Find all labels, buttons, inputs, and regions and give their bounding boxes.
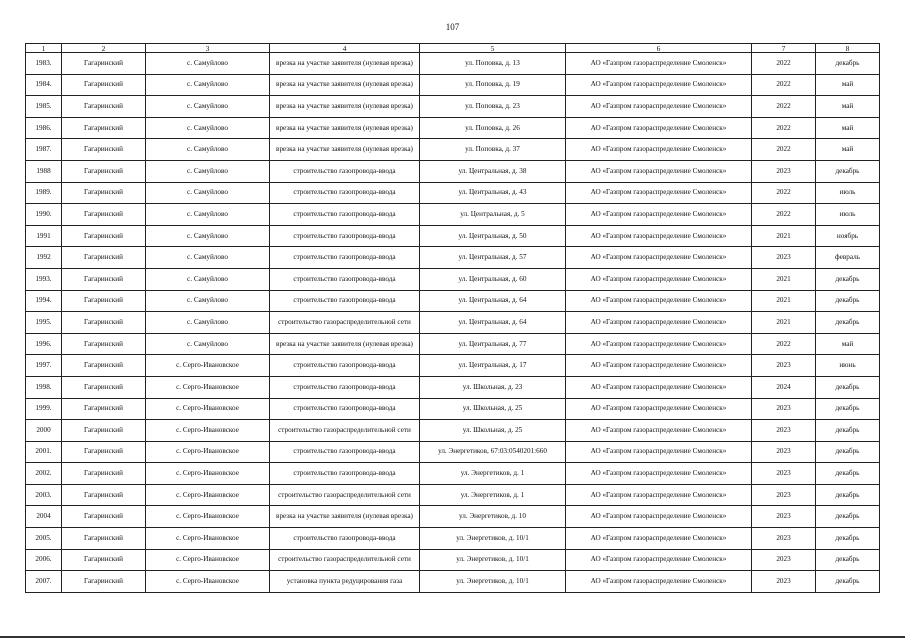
table-row	[26, 441, 880, 463]
address-cell: ул. Центральная, д. 60	[420, 268, 566, 290]
organization-cell: АО «Газпром газораспределение Смоленск»	[566, 355, 752, 377]
work-type-cell: врезка на участке заявителя (нулевая врезка)	[270, 117, 420, 139]
month-cell: февраль	[816, 247, 880, 269]
year-cell: 2021	[752, 290, 816, 312]
table-row	[26, 182, 880, 204]
address-cell: ул. Энергетиков, д. 1	[420, 463, 566, 485]
row-number: 1989.	[26, 182, 62, 204]
organization-cell: АО «Газпром газораспределение Смоленск»	[566, 376, 752, 398]
settlement-cell: с. Серго-Ивановское	[146, 441, 270, 463]
settlement-cell: с. Самуйлово	[146, 139, 270, 161]
work-type-cell: строительство газопровода-ввода	[270, 355, 420, 377]
table-row	[26, 376, 880, 398]
work-type-cell: врезка на участке заявителя (нулевая врезка)	[270, 506, 420, 528]
district-cell: Гагаринский	[62, 528, 146, 550]
address-cell: ул. Энергетиков, 67:03:0540201:660	[420, 441, 566, 463]
district-cell: Гагаринский	[62, 441, 146, 463]
district-cell: Гагаринский	[62, 247, 146, 269]
row-number: 2006.	[26, 549, 62, 571]
work-type-cell: врезка на участке заявителя (нулевая врезка)	[270, 333, 420, 355]
district-cell: Гагаринский	[62, 398, 146, 420]
district-cell: Гагаринский	[62, 355, 146, 377]
table-row	[26, 549, 880, 571]
year-cell: 2021	[752, 225, 816, 247]
year-cell: 2023	[752, 484, 816, 506]
district-cell: Гагаринский	[62, 225, 146, 247]
table-row	[26, 571, 880, 593]
row-number: 1990.	[26, 204, 62, 226]
address-cell: ул. Поповка, д. 23	[420, 96, 566, 118]
settlement-cell: с. Самуйлово	[146, 333, 270, 355]
column-number-row	[26, 44, 880, 53]
district-cell: Гагаринский	[62, 96, 146, 118]
table-row	[26, 420, 880, 442]
work-type-cell: строительство газопровода-ввода	[270, 268, 420, 290]
month-cell: декабрь	[816, 160, 880, 182]
district-cell: Гагаринский	[62, 484, 146, 506]
year-cell: 2022	[752, 53, 816, 75]
settlement-cell: с. Самуйлово	[146, 247, 270, 269]
work-type-cell: врезка на участке заявителя (нулевая врезка)	[270, 139, 420, 161]
page-number: 107	[445, 22, 460, 32]
address-cell: ул. Центральная, д. 50	[420, 225, 566, 247]
row-number: 1985.	[26, 96, 62, 118]
month-cell: июль	[816, 204, 880, 226]
row-number: 1986.	[26, 117, 62, 139]
settlement-cell: с. Серго-Ивановское	[146, 376, 270, 398]
district-cell: Гагаринский	[62, 139, 146, 161]
month-cell: июль	[816, 182, 880, 204]
table-row	[26, 247, 880, 269]
settlement-cell: с. Серго-Ивановское	[146, 420, 270, 442]
month-cell: декабрь	[816, 53, 880, 75]
address-cell: ул. Центральная, д. 5	[420, 204, 566, 226]
month-cell: декабрь	[816, 398, 880, 420]
table-row	[26, 333, 880, 355]
work-type-cell: строительство газопровода-ввода	[270, 528, 420, 550]
year-cell: 2023	[752, 528, 816, 550]
gasification-table	[25, 43, 880, 593]
address-cell: ул. Центральная, д. 64	[420, 312, 566, 334]
row-number: 1983.	[26, 53, 62, 75]
year-cell: 2023	[752, 571, 816, 593]
month-cell: декабрь	[816, 506, 880, 528]
organization-cell: АО «Газпром газораспределение Смоленск»	[566, 290, 752, 312]
column-number-1: 1	[26, 44, 62, 53]
address-cell: ул. Школьная, д. 25	[420, 398, 566, 420]
month-cell: декабрь	[816, 268, 880, 290]
bottom-divider	[0, 636, 905, 638]
district-cell: Гагаринский	[62, 376, 146, 398]
month-cell: декабрь	[816, 441, 880, 463]
year-cell: 2021	[752, 268, 816, 290]
district-cell: Гагаринский	[62, 506, 146, 528]
address-cell: ул. Центральная, д. 43	[420, 182, 566, 204]
work-type-cell: строительство газопровода-ввода	[270, 398, 420, 420]
year-cell: 2024	[752, 376, 816, 398]
address-cell: ул. Энергетиков, д. 10/1	[420, 528, 566, 550]
settlement-cell: с. Серго-Ивановское	[146, 528, 270, 550]
column-number-8: 8	[816, 44, 880, 53]
work-type-cell: строительство газораспределительной сети	[270, 312, 420, 334]
row-number: 2005.	[26, 528, 62, 550]
year-cell: 2022	[752, 182, 816, 204]
table-row	[26, 398, 880, 420]
table-row	[26, 463, 880, 485]
year-cell: 2022	[752, 74, 816, 96]
work-type-cell: строительство газораспределительной сети	[270, 420, 420, 442]
work-type-cell: строительство газопровода-ввода	[270, 225, 420, 247]
organization-cell: АО «Газпром газораспределение Смоленск»	[566, 139, 752, 161]
district-cell: Гагаринский	[62, 53, 146, 75]
settlement-cell: с. Серго-Ивановское	[146, 549, 270, 571]
district-cell: Гагаринский	[62, 117, 146, 139]
settlement-cell: с. Самуйлово	[146, 160, 270, 182]
row-number: 1991	[26, 225, 62, 247]
settlement-cell: с. Серго-Ивановское	[146, 463, 270, 485]
organization-cell: АО «Газпром газораспределение Смоленск»	[566, 312, 752, 334]
row-number: 1988	[26, 160, 62, 182]
row-number: 2001.	[26, 441, 62, 463]
district-cell: Гагаринский	[62, 182, 146, 204]
organization-cell: АО «Газпром газораспределение Смоленск»	[566, 398, 752, 420]
district-cell: Гагаринский	[62, 160, 146, 182]
table-row	[26, 484, 880, 506]
row-number: 2004	[26, 506, 62, 528]
address-cell: ул. Поповка, д. 19	[420, 74, 566, 96]
settlement-cell: с. Самуйлово	[146, 268, 270, 290]
organization-cell: АО «Газпром газораспределение Смоленск»	[566, 571, 752, 593]
year-cell: 2023	[752, 355, 816, 377]
address-cell: ул. Поповка, д. 37	[420, 139, 566, 161]
work-type-cell: строительство газопровода-ввода	[270, 441, 420, 463]
district-cell: Гагаринский	[62, 463, 146, 485]
row-number: 1994.	[26, 290, 62, 312]
row-number: 1996.	[26, 333, 62, 355]
month-cell: декабрь	[816, 463, 880, 485]
address-cell: ул. Энергетиков, д. 1	[420, 484, 566, 506]
table-row	[26, 225, 880, 247]
address-cell: ул. Центральная, д. 38	[420, 160, 566, 182]
organization-cell: АО «Газпром газораспределение Смоленск»	[566, 549, 752, 571]
organization-cell: АО «Газпром газораспределение Смоленск»	[566, 528, 752, 550]
year-cell: 2023	[752, 506, 816, 528]
settlement-cell: с. Самуйлово	[146, 312, 270, 334]
work-type-cell: строительство газопровода-ввода	[270, 247, 420, 269]
column-number-6: 6	[566, 44, 752, 53]
row-number: 1999.	[26, 398, 62, 420]
row-number: 1997.	[26, 355, 62, 377]
address-cell: ул. Школьная, д. 23	[420, 376, 566, 398]
organization-cell: АО «Газпром газораспределение Смоленск»	[566, 420, 752, 442]
year-cell: 2023	[752, 420, 816, 442]
work-type-cell: строительство газораспределительной сети	[270, 484, 420, 506]
settlement-cell: с. Самуйлово	[146, 290, 270, 312]
year-cell: 2023	[752, 398, 816, 420]
row-number: 1995.	[26, 312, 62, 334]
row-number: 2007.	[26, 571, 62, 593]
column-number-7: 7	[752, 44, 816, 53]
address-cell: ул. Поповка, д. 13	[420, 53, 566, 75]
row-number: 1984.	[26, 74, 62, 96]
month-cell: декабрь	[816, 312, 880, 334]
district-cell: Гагаринский	[62, 268, 146, 290]
year-cell: 2023	[752, 463, 816, 485]
column-number-2: 2	[62, 44, 146, 53]
month-cell: июнь	[816, 355, 880, 377]
work-type-cell: строительство газопровода-ввода	[270, 204, 420, 226]
district-cell: Гагаринский	[62, 571, 146, 593]
work-type-cell: строительство газопровода-ввода	[270, 182, 420, 204]
settlement-cell: с. Самуйлово	[146, 182, 270, 204]
settlement-cell: с. Самуйлово	[146, 204, 270, 226]
address-cell: ул. Центральная, д. 77	[420, 333, 566, 355]
organization-cell: АО «Газпром газораспределение Смоленск»	[566, 506, 752, 528]
year-cell: 2022	[752, 117, 816, 139]
table-body	[26, 53, 880, 593]
work-type-cell: строительство газопровода-ввода	[270, 376, 420, 398]
month-cell: май	[816, 96, 880, 118]
settlement-cell: с. Самуйлово	[146, 53, 270, 75]
table-row	[26, 117, 880, 139]
table-row	[26, 312, 880, 334]
table-row	[26, 528, 880, 550]
work-type-cell: строительство газопровода-ввода	[270, 290, 420, 312]
work-type-cell: врезка на участке заявителя (нулевая врезка)	[270, 53, 420, 75]
year-cell: 2022	[752, 333, 816, 355]
district-cell: Гагаринский	[62, 312, 146, 334]
district-cell: Гагаринский	[62, 74, 146, 96]
table-row	[26, 204, 880, 226]
district-cell: Гагаринский	[62, 420, 146, 442]
table-row	[26, 268, 880, 290]
address-cell: ул. Поповка, д. 26	[420, 117, 566, 139]
row-number: 1993.	[26, 268, 62, 290]
organization-cell: АО «Газпром газораспределение Смоленск»	[566, 247, 752, 269]
organization-cell: АО «Газпром газораспределение Смоленск»	[566, 225, 752, 247]
address-cell: ул. Энергетиков, д. 10/1	[420, 549, 566, 571]
table-row	[26, 355, 880, 377]
address-cell: ул. Центральная, д. 64	[420, 290, 566, 312]
organization-cell: АО «Газпром газораспределение Смоленск»	[566, 441, 752, 463]
column-number-5: 5	[420, 44, 566, 53]
organization-cell: АО «Газпром газораспределение Смоленск»	[566, 204, 752, 226]
address-cell: ул. Центральная, д. 57	[420, 247, 566, 269]
organization-cell: АО «Газпром газораспределение Смоленск»	[566, 160, 752, 182]
settlement-cell: с. Серго-Ивановское	[146, 571, 270, 593]
organization-cell: АО «Газпром газораспределение Смоленск»	[566, 182, 752, 204]
table-row	[26, 96, 880, 118]
work-type-cell: врезка на участке заявителя (нулевая врезка)	[270, 74, 420, 96]
year-cell: 2022	[752, 204, 816, 226]
month-cell: декабрь	[816, 571, 880, 593]
row-number: 1998.	[26, 376, 62, 398]
work-type-cell: строительство газораспределительной сети	[270, 549, 420, 571]
settlement-cell: с. Самуйлово	[146, 117, 270, 139]
settlement-cell: с. Серго-Ивановское	[146, 398, 270, 420]
organization-cell: АО «Газпром газораспределение Смоленск»	[566, 53, 752, 75]
year-cell: 2023	[752, 549, 816, 571]
settlement-cell: с. Самуйлово	[146, 74, 270, 96]
organization-cell: АО «Газпром газораспределение Смоленск»	[566, 484, 752, 506]
address-cell: ул. Энергетиков, д. 10	[420, 506, 566, 528]
organization-cell: АО «Газпром газораспределение Смоленск»	[566, 268, 752, 290]
month-cell: декабрь	[816, 484, 880, 506]
settlement-cell: с. Серго-Ивановское	[146, 355, 270, 377]
column-number-4: 4	[270, 44, 420, 53]
month-cell: май	[816, 139, 880, 161]
row-number: 1992	[26, 247, 62, 269]
organization-cell: АО «Газпром газораспределение Смоленск»	[566, 117, 752, 139]
year-cell: 2023	[752, 160, 816, 182]
month-cell: ноябрь	[816, 225, 880, 247]
district-cell: Гагаринский	[62, 204, 146, 226]
table-row	[26, 290, 880, 312]
work-type-cell: строительство газопровода-ввода	[270, 160, 420, 182]
organization-cell: АО «Газпром газораспределение Смоленск»	[566, 333, 752, 355]
year-cell: 2023	[752, 247, 816, 269]
district-cell: Гагаринский	[62, 290, 146, 312]
organization-cell: АО «Газпром газораспределение Смоленск»	[566, 74, 752, 96]
district-cell: Гагаринский	[62, 333, 146, 355]
column-number-3: 3	[146, 44, 270, 53]
organization-cell: АО «Газпром газораспределение Смоленск»	[566, 96, 752, 118]
table-row	[26, 160, 880, 182]
table-row	[26, 53, 880, 75]
row-number: 2000	[26, 420, 62, 442]
address-cell: ул. Школьная, д. 25	[420, 420, 566, 442]
month-cell: май	[816, 117, 880, 139]
address-cell: ул. Центральная, д. 17	[420, 355, 566, 377]
row-number: 2002.	[26, 463, 62, 485]
year-cell: 2022	[752, 96, 816, 118]
work-type-cell: врезка на участке заявителя (нулевая врезка)	[270, 96, 420, 118]
year-cell: 2023	[752, 441, 816, 463]
month-cell: декабрь	[816, 528, 880, 550]
settlement-cell: с. Серго-Ивановское	[146, 506, 270, 528]
work-type-cell: установка пункта редуцирования газа	[270, 571, 420, 593]
year-cell: 2021	[752, 312, 816, 334]
month-cell: декабрь	[816, 549, 880, 571]
year-cell: 2022	[752, 139, 816, 161]
work-type-cell: строительство газопровода-ввода	[270, 463, 420, 485]
settlement-cell: с. Серго-Ивановское	[146, 484, 270, 506]
month-cell: декабрь	[816, 420, 880, 442]
organization-cell: АО «Газпром газораспределение Смоленск»	[566, 463, 752, 485]
settlement-cell: с. Самуйлово	[146, 96, 270, 118]
table-row	[26, 74, 880, 96]
month-cell: май	[816, 333, 880, 355]
table-row	[26, 139, 880, 161]
row-number: 2003.	[26, 484, 62, 506]
month-cell: декабрь	[816, 290, 880, 312]
month-cell: май	[816, 74, 880, 96]
address-cell: ул. Энергетиков, д. 10/1	[420, 571, 566, 593]
row-number: 1987.	[26, 139, 62, 161]
settlement-cell: с. Самуйлово	[146, 225, 270, 247]
table-row	[26, 506, 880, 528]
month-cell: декабрь	[816, 376, 880, 398]
district-cell: Гагаринский	[62, 549, 146, 571]
